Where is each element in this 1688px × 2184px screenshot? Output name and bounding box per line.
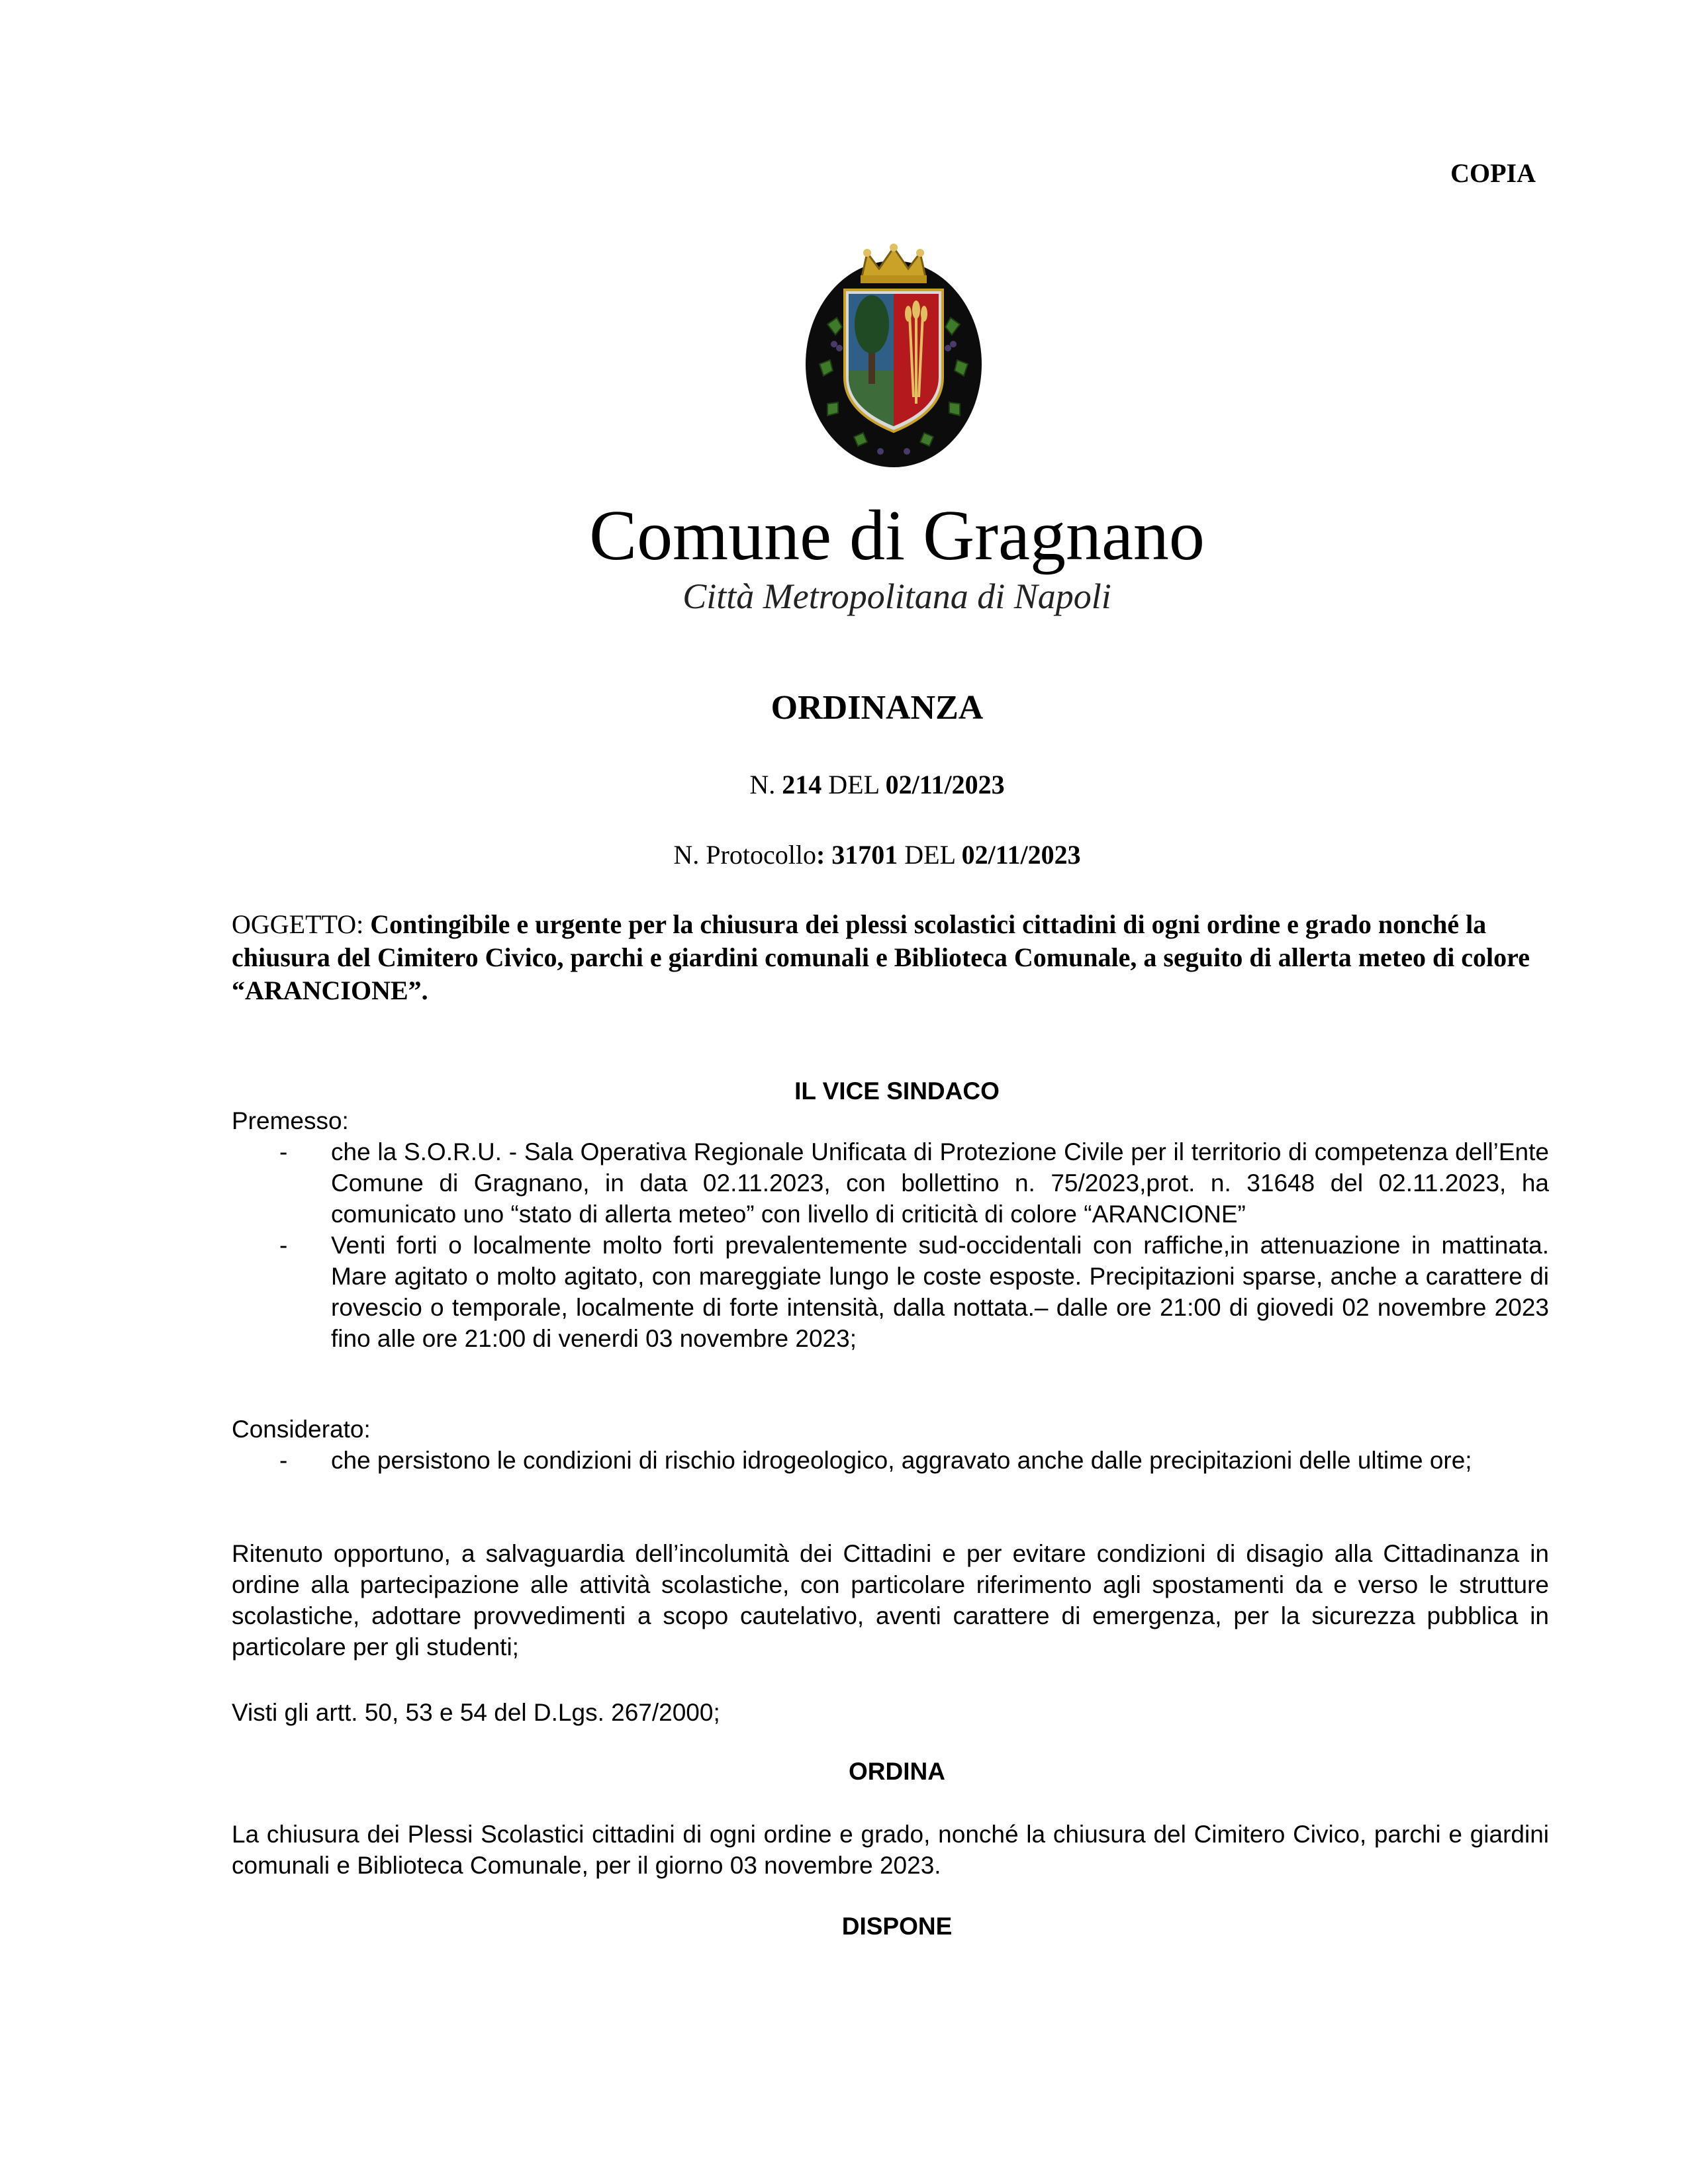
bullet-dash: - xyxy=(279,1447,288,1474)
copia-label: COPIA xyxy=(1450,158,1536,188)
protocol-date: 02/11/2023 xyxy=(961,840,1081,870)
subject-paragraph xyxy=(232,908,1549,1007)
ordinance-number: 214 xyxy=(782,770,822,799)
premesso-section xyxy=(232,1105,1549,1354)
subject-label: OGGETTO: xyxy=(232,909,371,939)
premesso-list xyxy=(232,1136,1549,1354)
subject-text: Contingibile e urgente per la chiusura dei plessi scolastici cittadini di ogni ordine e grado nonché la chiusura del Cimitero Civico, parchi e giardini comunali e Biblioteca Comunale, a seguito di allerta meteo di colore “ARANCIONE”. xyxy=(232,909,1530,1005)
bullet-dash: - xyxy=(279,1232,288,1259)
list-item-text: Venti forti o localmente molto forti prevalentemente sud-occidentali con raffiche,in attenuazione in mattinata. Mare agitato o molto agitato, con mareggiate lungo le coste esposte. Precipitazioni sparse, anche a carattere di rovescio o temporale, localmente di forte intensità, dalla nottata.– dalle ore 21:00 di giovedi 02 novembre 2023 fino alle ore 21:00 di venerdi 03 novembre 2023; xyxy=(331,1232,1549,1352)
protocol-colon: : xyxy=(816,840,832,870)
coat-of-arms-emblem xyxy=(801,238,986,470)
ordinance-number-line xyxy=(0,769,1688,800)
ritenuto-paragraph: Ritenuto opportuno, a salvaguardia dell’incolumità dei Cittadini e per evitare condizioni di disagio alla Cittadinanza in ordine alla partecipazione alle attività scolastiche, con particolare riferimento agli spostamenti da e verso le strutture scolastiche, adottare provvedimenti a scopo cautelativo, aventi carattere di emergenza, per la sicurezza pubblica in particolare per gli studenti; xyxy=(232,1540,1549,1661)
protocol-prefix: N. Protocollo xyxy=(673,840,816,870)
list-item xyxy=(232,1230,1549,1354)
considerato-list xyxy=(232,1445,1549,1476)
ordina-heading: ORDINA xyxy=(849,1758,945,1785)
considerato-label: Considerato: xyxy=(232,1416,371,1443)
protocol-number: 31701 xyxy=(831,840,898,870)
bullet-dash: - xyxy=(279,1138,288,1165)
vice-sindaco-heading: IL VICE SINDACO xyxy=(794,1077,1000,1105)
list-item xyxy=(232,1136,1549,1230)
list-item xyxy=(232,1445,1549,1476)
protocol-number-line xyxy=(0,839,1688,870)
number-prefix: N. xyxy=(749,770,782,799)
ordina-paragraph: La chiusura dei Plessi Scolastici cittadini di ogni ordine e grado, nonché la chiusura del Cimitero Civico, parchi e giardini comunali e Biblioteca Comunale, per il giorno 03 novembre 2023. xyxy=(232,1821,1549,1879)
ordinance-date: 02/11/2023 xyxy=(885,770,1005,799)
number-del: DEL xyxy=(821,770,886,799)
considerato-section xyxy=(232,1414,1549,1476)
protocol-del: DEL xyxy=(898,840,962,870)
list-item-text: che la S.O.R.U. - Sala Operativa Regionale Unificata di Protezione Civile per il territorio di competenza dell’Ente Comune di Gragnano, in data 02.11.2023, con bollettino n. 75/2023,prot. n. 31648 del 02.11.2023, ha comunicato uno “stato di allerta meteo” con livello di criticità di colore “ARANCIONE” xyxy=(331,1138,1549,1228)
municipality-subtitle: Città Metropolitana di Napoli xyxy=(682,576,1111,616)
premesso-label: Premesso: xyxy=(232,1107,349,1134)
dispone-heading: DISPONE xyxy=(841,1913,953,1940)
visti-paragraph: Visti gli artt. 50, 53 e 54 del D.Lgs. 267/2000; xyxy=(232,1699,720,1726)
municipality-name: Comune di Gragnano xyxy=(589,496,1205,575)
document-type-title: ORDINANZA xyxy=(771,689,984,727)
list-item-text: che persistono le condizioni di rischio idrogeologico, aggravato anche dalle precipitazioni delle ultime ore; xyxy=(331,1447,1472,1474)
